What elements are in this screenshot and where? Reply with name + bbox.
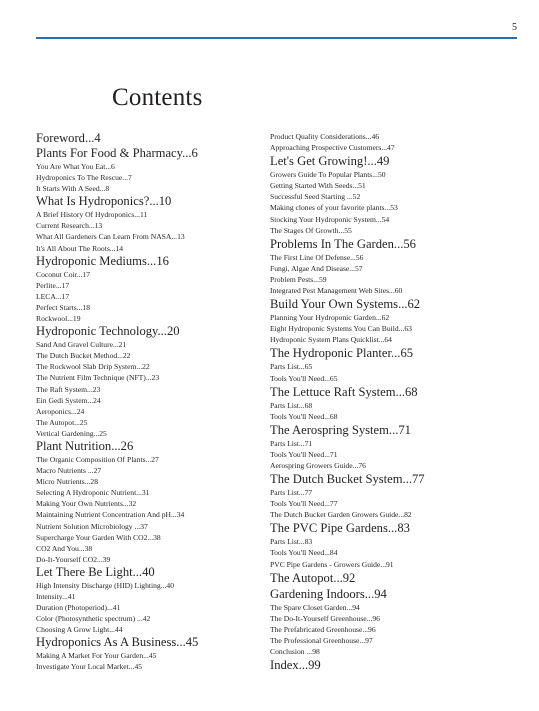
toc-section-entry: Approaching Prospective Customers...47: [270, 143, 395, 153]
toc-section-entry: The First Line Of Defense...56: [270, 252, 364, 262]
toc-section-entry: Color (Photosynthetic spectrum) ...42: [36, 614, 151, 624]
toc-chapter-entry: Let's Get Growing!...49: [270, 154, 390, 169]
toc-chapter-entry: Hydroponics As A Business...45: [36, 635, 199, 650]
page-title: Contents: [112, 84, 203, 111]
toc-right-column: [270, 131, 520, 673]
toc-left-column: [36, 131, 262, 673]
toc-chapter-entry: Gardening Indoors...94: [270, 586, 387, 601]
toc-section-entry: Macro Nutrients ...27: [36, 466, 102, 476]
toc-section-entry: Fungi, Algae And Disease...57: [270, 263, 363, 273]
toc-chapter-entry: Foreword...4: [36, 131, 101, 145]
toc-section-entry: Ein Gedi System...24: [36, 395, 101, 405]
toc-section-entry: The Dutch Bucket Method...22: [36, 351, 131, 361]
toc-section-entry: CO2 And You...38: [36, 543, 93, 553]
toc-chapter-entry: Problems In The Garden...56: [270, 236, 416, 251]
toc-section-entry: Hydroponics To The Rescue...7: [36, 173, 132, 183]
toc-section-entry: Tools You'll Need...77: [270, 499, 338, 509]
toc-section-entry: Aerospring Growers Guide...76: [270, 460, 366, 470]
toc-section-entry: Perfect Starts...18: [36, 302, 90, 312]
toc-chapter-entry: The Dutch Bucket System...77: [270, 472, 425, 487]
toc-section-entry: Aeroponics...24: [36, 406, 85, 416]
toc-chapter-entry: The Aerospring System...71: [270, 422, 411, 437]
toc-chapter-entry: Build Your Own Systems...62: [270, 297, 421, 312]
toc-section-entry: Rockwool...19: [36, 314, 81, 324]
toc-section-entry: Product Quality Considerations...46: [270, 132, 380, 141]
toc-chapter-entry: Hydroponic Technology...20: [36, 324, 180, 339]
toc-section-entry: Tools You'll Need...65: [270, 373, 338, 383]
toc-section-entry: Nutrient Solution Microbiology ...37: [36, 521, 148, 531]
toc-section-entry: Intensity...41: [36, 592, 76, 601]
toc-section-entry: Parts List...83: [270, 537, 313, 547]
toc-section-entry: Conclusion ...98: [270, 647, 320, 656]
toc-chapter-entry: The Autopot...92: [270, 570, 356, 585]
toc-section-entry: Current Research...13: [36, 221, 103, 231]
toc-chapter-entry: Hydroponic Mediums...16: [36, 253, 169, 268]
toc-section-entry: Duration (Photoperiod)...41: [36, 603, 121, 613]
toc-section-entry: Stocking Your Hydroponic System...54: [270, 214, 390, 224]
toc-section-entry: Sand And Gravel Culture...21: [36, 340, 127, 350]
toc-section-entry: Problem Pests...59: [270, 274, 327, 284]
toc-section-entry: Parts List...68: [270, 400, 313, 410]
toc-section-entry: Tools You'll Need...84: [270, 548, 338, 558]
toc-chapter-entry: The Lettuce Raft System...68: [270, 384, 418, 399]
toc-section-entry: Coconut Coir...17: [36, 269, 91, 279]
toc-section-entry: What All Gardeners Can Learn From NASA...13: [36, 232, 185, 242]
toc-section-entry: The Professional Greenhouse...97: [270, 635, 373, 645]
toc-section-entry: The Organic Composition Of Plants...27: [36, 454, 159, 464]
toc-section-entry: Micro Nutrients...28: [36, 477, 99, 487]
toc-section-entry: Do-It-Yourself CO2...39: [36, 554, 111, 564]
toc-section-entry: Integrated Pest Management Web Sites...60: [270, 286, 403, 296]
toc-section-entry: Perlite...17: [36, 280, 70, 290]
toc-section-entry: Making clones of your favorite plants...53: [270, 203, 398, 213]
toc-section-entry: Choosing A Grow Light...44: [36, 625, 123, 635]
header-rule: [36, 37, 517, 39]
toc-section-entry: Successful Seed Starting ...52: [270, 192, 361, 202]
toc-section-entry: Selecting A Hydroponic Nutrient...31: [36, 488, 150, 498]
toc-section-entry: Tools You'll Need...71: [270, 449, 338, 459]
toc-section-entry: The Dutch Bucket Garden Growers Guide...82: [270, 510, 412, 520]
toc-section-entry: The Autopot...25: [36, 417, 88, 427]
toc-section-entry: Parts List...65: [270, 362, 313, 372]
toc-section-entry: PVC Pipe Gardens - Growers Guide...91: [270, 559, 394, 569]
toc-section-entry: Making Your Own Nutrients...32: [36, 499, 137, 509]
toc-section-entry: Investigate Your Local Market...45: [36, 662, 143, 672]
toc-chapter-entry: Plant Nutrition...26: [36, 438, 134, 453]
toc-section-entry: A Brief History Of Hydroponics...11: [36, 210, 148, 220]
toc-chapter-entry: Index...99: [270, 658, 321, 673]
toc-section-entry: Getting Started With Seeds...51: [270, 181, 366, 191]
toc-section-entry: The Stages Of Growth...55: [270, 225, 352, 235]
toc-section-entry: Hydroponic System Plans Quicklist...64: [270, 335, 392, 345]
toc-section-entry: The Spare Closet Garden...94: [270, 602, 360, 612]
toc-section-entry: Maintaining Nutrient Concentration And pH...34: [36, 510, 185, 520]
toc-section-entry: It Starts With A Seed...8: [36, 184, 110, 194]
toc-section-entry: You Are What You Eat...6: [36, 162, 115, 171]
toc-chapter-entry: Plants For Food & Pharmacy...6: [36, 146, 198, 160]
toc-chapter-entry: The Hydroponic Planter...65: [270, 346, 414, 361]
toc-chapter-entry: The PVC Pipe Gardens...83: [270, 521, 410, 536]
toc-chapter-entry: Let There Be Light...40: [36, 564, 155, 579]
toc-section-entry: The Prefabricated Greenhouse...96: [270, 624, 376, 634]
toc-section-entry: Growers Guide To Popular Plants...50: [270, 170, 386, 180]
toc-section-entry: Planning Your Hydroponic Garden...62: [270, 313, 390, 323]
toc-section-entry: Supercharge Your Garden With CO2...38: [36, 532, 161, 542]
toc-chapter-entry: What Is Hydroponics?...10: [36, 194, 172, 209]
toc-section-entry: The Raft System...23: [36, 384, 101, 394]
toc-section-entry: High Intensity Discharge (HID) Lighting...40: [36, 580, 174, 590]
page-number: 5: [512, 22, 517, 33]
toc-section-entry: LECA...17: [36, 291, 70, 301]
toc-section-entry: Eight Hydroponic Systems You Can Build...63: [270, 324, 412, 334]
toc-section-entry: Vertical Gardening...25: [36, 428, 107, 438]
toc-section-entry: Making A Market For Your Garden...45: [36, 651, 157, 661]
toc-section-entry: The Rockwool Slab Drip System...22: [36, 362, 150, 372]
toc-section-entry: Parts List...71: [270, 438, 313, 448]
toc-section-entry: Parts List...77: [270, 488, 313, 498]
toc-section-entry: The Nutrient Film Technique (NFT)...23: [36, 373, 160, 383]
toc-section-entry: The Do-It-Yourself Greenhouse...96: [270, 613, 380, 623]
toc-section-entry: It's All About The Roots...14: [36, 243, 124, 253]
toc-section-entry: Tools You'll Need...68: [270, 411, 338, 421]
